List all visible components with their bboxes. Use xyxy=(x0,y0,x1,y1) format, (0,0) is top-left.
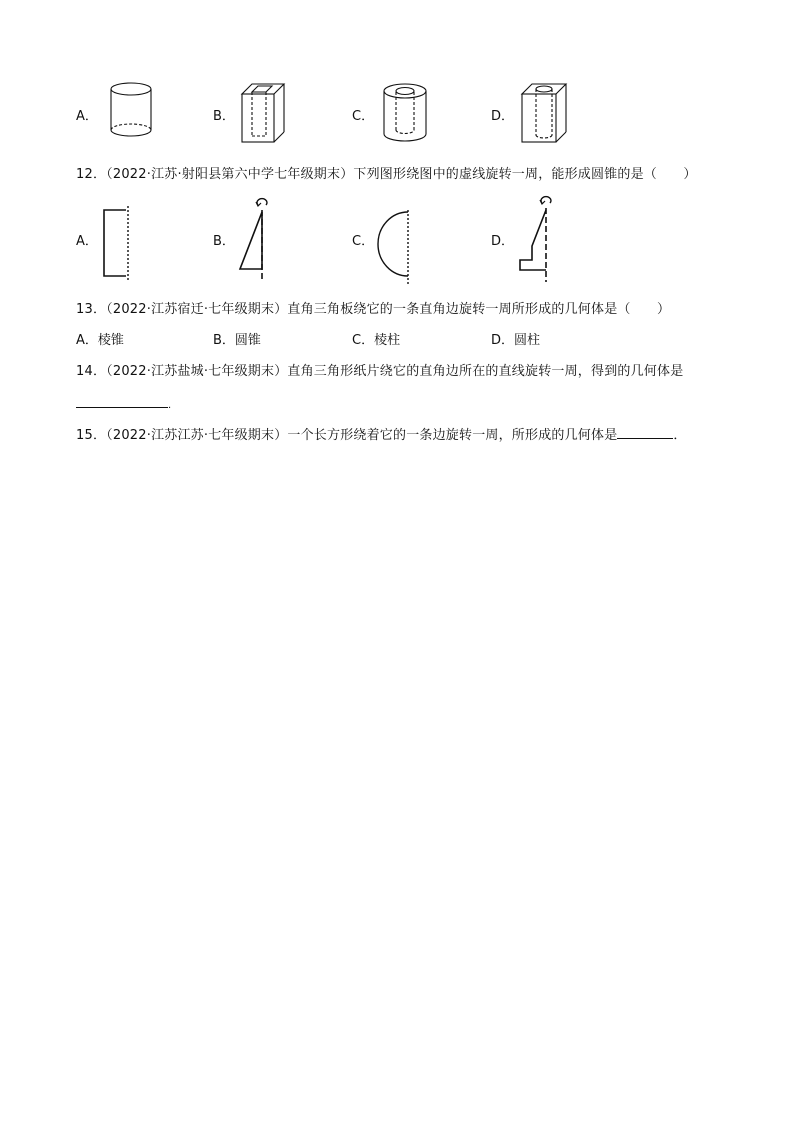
q11-option-b-label: B． xyxy=(213,109,235,124)
question-14 xyxy=(76,364,683,380)
question-source: （2022·江苏盐城·七年级期末） xyxy=(106,364,288,379)
q12-option-a-label: A． xyxy=(76,234,98,249)
question-12 xyxy=(76,167,697,183)
q12-option-a-figure xyxy=(100,206,134,282)
question-text: 直角三角形纸片绕它的直角边所在的直线旋转一周，得到的几何体是 xyxy=(287,364,684,379)
question-source: （2022·江苏江苏·七年级期末） xyxy=(106,428,288,443)
answer-blank[interactable] xyxy=(617,426,673,439)
question-number: 13． xyxy=(76,302,107,317)
sentence-end: . xyxy=(168,400,172,411)
q12-option-d-label: D． xyxy=(491,234,515,249)
option-text: 圆锥 xyxy=(234,333,261,348)
question-13 xyxy=(76,302,670,318)
sentence-end: ． xyxy=(673,428,687,443)
q13-option-c xyxy=(352,333,400,349)
q13-option-b xyxy=(213,333,261,349)
q12-option-d-figure xyxy=(512,196,558,284)
answer-blank[interactable] xyxy=(76,395,168,408)
q11-option-b-figure xyxy=(238,80,288,146)
q11-option-c-label: C． xyxy=(352,109,375,124)
q11-option-d-label: D． xyxy=(491,109,515,124)
option-text: 棱柱 xyxy=(374,333,401,348)
q13-option-d xyxy=(491,333,540,349)
option-text: 棱锥 xyxy=(97,333,124,348)
q11-option-a-figure xyxy=(106,80,156,142)
q11-option-a-label: A． xyxy=(76,109,98,124)
option-letter: A． xyxy=(76,333,98,348)
q12-option-c-figure xyxy=(374,206,414,286)
q12-option-b-label: B． xyxy=(213,234,235,249)
q11-option-d-figure xyxy=(518,80,570,146)
option-letter: C． xyxy=(352,333,375,348)
q11-option-c-figure xyxy=(380,80,430,146)
option-letter: B． xyxy=(213,333,235,348)
q12-option-c-label: C． xyxy=(352,234,375,249)
q12-option-b-figure xyxy=(234,198,274,282)
question-text: 下列图形绕图中的虚线旋转一周，能形成圆锥的是（ ） xyxy=(353,167,697,182)
q14-answer-line xyxy=(76,395,171,414)
question-15 xyxy=(76,426,687,444)
question-text: 一个长方形绕着它的一条边旋转一周，所形成的几何体是 xyxy=(287,428,618,443)
option-letter: D． xyxy=(491,333,515,348)
option-text: 圆柱 xyxy=(514,333,541,348)
question-source: （2022·江苏宿迁·七年级期末） xyxy=(106,302,288,317)
question-source: （2022·江苏·射阳县第六中学七年级期末） xyxy=(106,167,354,182)
question-number: 15． xyxy=(76,428,107,443)
question-number: 14． xyxy=(76,364,107,379)
question-number: 12． xyxy=(76,167,107,182)
question-text: 直角三角板绕它的一条直角边旋转一周所形成的几何体是（ ） xyxy=(287,302,671,317)
q13-option-a xyxy=(76,333,124,349)
